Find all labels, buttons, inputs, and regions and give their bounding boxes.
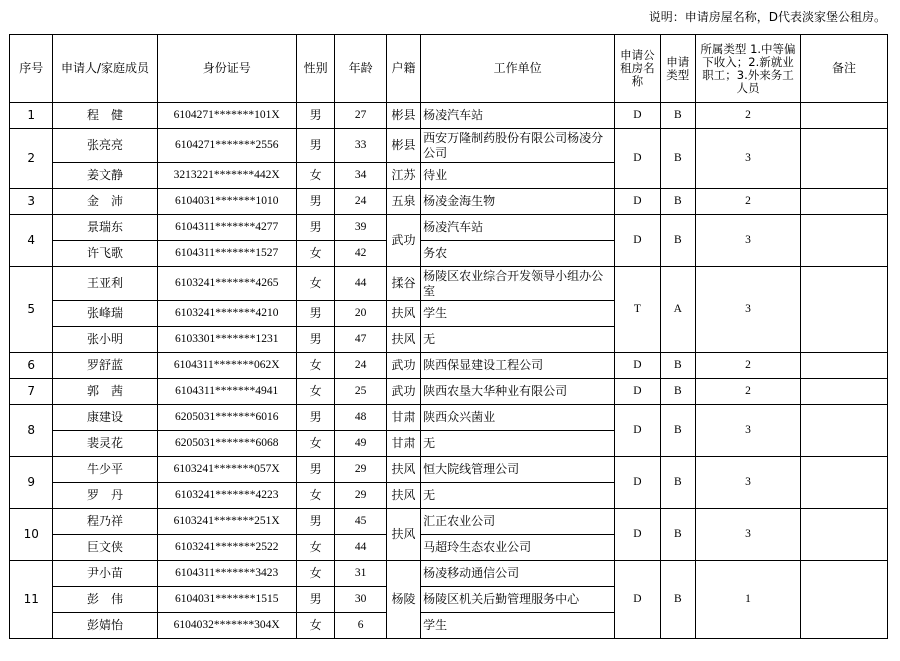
cell-id: 6103241*******057X	[157, 457, 296, 483]
cell-gender: 女	[296, 431, 334, 457]
cell-gender: 女	[296, 241, 334, 267]
cell-seq: 1	[10, 103, 53, 129]
cell-age: 24	[335, 189, 387, 215]
cell-age: 6	[335, 613, 387, 639]
cell-remark	[801, 379, 888, 405]
cell-age: 24	[335, 353, 387, 379]
cell-id: 6104271*******2556	[157, 129, 296, 163]
cell-name: 程乃祥	[53, 509, 157, 535]
cell-name: 尹小苗	[53, 561, 157, 587]
cell-id: 6103241*******4210	[157, 301, 296, 327]
cell-category: 2	[695, 353, 800, 379]
cell-name: 郭 茜	[53, 379, 157, 405]
cell-gender: 男	[296, 189, 334, 215]
cell-remark	[801, 103, 888, 129]
cell-work: 陕西保显建设工程公司	[421, 353, 615, 379]
cell-id: 6205031*******6016	[157, 405, 296, 431]
cell-work: 无	[421, 483, 615, 509]
cell-name: 王亚利	[53, 267, 157, 301]
cell-category: 2	[695, 103, 800, 129]
cell-id: 6103241*******4223	[157, 483, 296, 509]
cell-type: B	[660, 189, 695, 215]
cell-name: 张亮亮	[53, 129, 157, 163]
table-row	[10, 189, 888, 215]
cell-id: 6104311*******4277	[157, 215, 296, 241]
cell-work: 杨凌金海生物	[421, 189, 615, 215]
cell-hukou: 扶风	[386, 509, 420, 561]
cell-category: 3	[695, 457, 800, 509]
cell-hukou: 扶风	[386, 457, 420, 483]
cell-age: 30	[335, 587, 387, 613]
cell-name: 张峰瑞	[53, 301, 157, 327]
cell-age: 47	[335, 327, 387, 353]
table-row	[10, 267, 888, 301]
cell-age: 31	[335, 561, 387, 587]
cell-name: 罗 丹	[53, 483, 157, 509]
cell-name: 程 健	[53, 103, 157, 129]
header-age: 年龄	[335, 35, 387, 103]
cell-id: 6104031*******1010	[157, 189, 296, 215]
header-apply-type: 申请类型	[660, 35, 695, 103]
cell-type: B	[660, 405, 695, 457]
cell-name: 牛少平	[53, 457, 157, 483]
cell-seq: 9	[10, 457, 53, 509]
cell-age: 39	[335, 215, 387, 241]
header-hukou: 户籍	[386, 35, 420, 103]
cell-name: 姜文静	[53, 163, 157, 189]
cell-work: 杨陵区农业综合开发领导小组办公室	[421, 267, 615, 301]
cell-house: D	[615, 129, 660, 189]
cell-name: 彭 伟	[53, 587, 157, 613]
cell-category: 3	[695, 405, 800, 457]
cell-work: 务农	[421, 241, 615, 267]
cell-gender: 女	[296, 613, 334, 639]
cell-category: 3	[695, 215, 800, 267]
cell-id: 6104311*******4941	[157, 379, 296, 405]
cell-work: 陕西众兴菌业	[421, 405, 615, 431]
cell-type: A	[660, 267, 695, 353]
cell-house: D	[615, 353, 660, 379]
cell-name: 彭婧怡	[53, 613, 157, 639]
cell-age: 48	[335, 405, 387, 431]
cell-name: 巨文侠	[53, 535, 157, 561]
table-row	[10, 129, 888, 163]
cell-age: 44	[335, 267, 387, 301]
cell-hukou: 扶风	[386, 301, 420, 327]
cell-category: 3	[695, 129, 800, 189]
cell-remark	[801, 353, 888, 379]
cell-type: B	[660, 353, 695, 379]
cell-name: 许飞歌	[53, 241, 157, 267]
cell-seq: 10	[10, 509, 53, 561]
cell-id: 6103301*******1231	[157, 327, 296, 353]
cell-remark	[801, 457, 888, 509]
cell-work: 杨凌汽车站	[421, 215, 615, 241]
cell-id: 6103241*******2522	[157, 535, 296, 561]
cell-hukou: 揉谷	[386, 267, 420, 301]
cell-house: D	[615, 215, 660, 267]
header-category: 所属类型 1.中等偏下收入；2.新就业职工；3.外来务工人员	[695, 35, 800, 103]
cell-house: D	[615, 561, 660, 639]
cell-category: 2	[695, 189, 800, 215]
cell-seq: 5	[10, 267, 53, 353]
cell-gender: 男	[296, 327, 334, 353]
cell-seq: 6	[10, 353, 53, 379]
cell-gender: 男	[296, 587, 334, 613]
cell-name: 康建设	[53, 405, 157, 431]
cell-age: 29	[335, 457, 387, 483]
cell-gender: 男	[296, 129, 334, 163]
cell-house: D	[615, 103, 660, 129]
note-text: 说明：申请房屋名称，D代表淡家堡公租房。	[648, 10, 886, 24]
cell-work: 杨凌移动通信公司	[421, 561, 615, 587]
cell-work: 汇正农业公司	[421, 509, 615, 535]
cell-house: T	[615, 267, 660, 353]
cell-category: 3	[695, 267, 800, 353]
cell-remark	[801, 509, 888, 561]
cell-type: B	[660, 103, 695, 129]
cell-gender: 男	[296, 509, 334, 535]
table-row	[10, 509, 888, 535]
table-row	[10, 379, 888, 405]
cell-id: 6104311*******3423	[157, 561, 296, 587]
cell-id: 6104271*******101X	[157, 103, 296, 129]
cell-remark	[801, 267, 888, 353]
cell-hukou: 武功	[386, 353, 420, 379]
cell-age: 20	[335, 301, 387, 327]
cell-house: D	[615, 457, 660, 509]
cell-age: 34	[335, 163, 387, 189]
cell-work: 杨陵区机关后勤管理服务中心	[421, 587, 615, 613]
cell-name: 张小明	[53, 327, 157, 353]
cell-gender: 女	[296, 379, 334, 405]
cell-age: 29	[335, 483, 387, 509]
cell-work: 待业	[421, 163, 615, 189]
cell-work: 恒大院线管理公司	[421, 457, 615, 483]
cell-work: 学生	[421, 301, 615, 327]
cell-id: 6205031*******6068	[157, 431, 296, 457]
cell-hukou: 甘肃	[386, 431, 420, 457]
cell-remark	[801, 561, 888, 639]
cell-hukou: 扶风	[386, 327, 420, 353]
cell-house: D	[615, 509, 660, 561]
cell-name: 罗舒蓝	[53, 353, 157, 379]
header-row	[10, 35, 888, 103]
cell-house: D	[615, 405, 660, 457]
cell-gender: 男	[296, 405, 334, 431]
cell-gender: 女	[296, 561, 334, 587]
cell-gender: 男	[296, 301, 334, 327]
table-row	[10, 561, 888, 587]
cell-hukou: 武功	[386, 379, 420, 405]
cell-category: 1	[695, 561, 800, 639]
table-row	[10, 215, 888, 241]
cell-id: 6104311*******062X	[157, 353, 296, 379]
cell-hukou: 武功	[386, 215, 420, 267]
cell-id: 6104032*******304X	[157, 613, 296, 639]
cell-age: 45	[335, 509, 387, 535]
table-row	[10, 405, 888, 431]
header-gender: 性别	[296, 35, 334, 103]
cell-id: 6103241*******251X	[157, 509, 296, 535]
cell-type: B	[660, 215, 695, 267]
cell-type: B	[660, 457, 695, 509]
cell-age: 49	[335, 431, 387, 457]
cell-name: 裴灵花	[53, 431, 157, 457]
cell-age: 27	[335, 103, 387, 129]
cell-work: 学生	[421, 613, 615, 639]
header-house: 申请公租房名称	[615, 35, 660, 103]
cell-age: 44	[335, 535, 387, 561]
cell-seq: 4	[10, 215, 53, 267]
cell-hukou: 江苏	[386, 163, 420, 189]
cell-gender: 男	[296, 215, 334, 241]
cell-hukou: 彬县	[386, 103, 420, 129]
cell-work: 陕西农垦大华种业有限公司	[421, 379, 615, 405]
table-row	[10, 103, 888, 129]
cell-remark	[801, 215, 888, 267]
header-work: 工作单位	[421, 35, 615, 103]
cell-gender: 女	[296, 267, 334, 301]
cell-hukou: 甘肃	[386, 405, 420, 431]
cell-id: 6104031*******1515	[157, 587, 296, 613]
cell-seq: 2	[10, 129, 53, 189]
cell-type: B	[660, 129, 695, 189]
cell-gender: 男	[296, 457, 334, 483]
cell-gender: 男	[296, 103, 334, 129]
cell-name: 景瑞东	[53, 215, 157, 241]
cell-remark	[801, 189, 888, 215]
cell-house: D	[615, 379, 660, 405]
cell-gender: 女	[296, 535, 334, 561]
cell-age: 42	[335, 241, 387, 267]
cell-id: 3213221*******442X	[157, 163, 296, 189]
applicant-table	[9, 34, 888, 639]
cell-gender: 女	[296, 353, 334, 379]
cell-hukou: 扶风	[386, 483, 420, 509]
cell-seq: 11	[10, 561, 53, 639]
cell-name: 金 沛	[53, 189, 157, 215]
cell-seq: 7	[10, 379, 53, 405]
cell-work: 无	[421, 327, 615, 353]
table-row	[10, 353, 888, 379]
cell-gender: 女	[296, 483, 334, 509]
cell-age: 25	[335, 379, 387, 405]
cell-category: 2	[695, 379, 800, 405]
cell-remark	[801, 405, 888, 457]
cell-work: 马超玲生态农业公司	[421, 535, 615, 561]
cell-age: 33	[335, 129, 387, 163]
header-remark: 备注	[801, 35, 888, 103]
cell-seq: 3	[10, 189, 53, 215]
header-applicant: 申请人/家庭成员	[53, 35, 157, 103]
cell-seq: 8	[10, 405, 53, 457]
table-row	[10, 457, 888, 483]
cell-remark	[801, 129, 888, 189]
cell-gender: 女	[296, 163, 334, 189]
cell-house: D	[615, 189, 660, 215]
cell-work: 西安万隆制药股份有限公司杨凌分公司	[421, 129, 615, 163]
cell-id: 6103241*******4265	[157, 267, 296, 301]
cell-category: 3	[695, 509, 800, 561]
cell-type: B	[660, 561, 695, 639]
cell-work: 无	[421, 431, 615, 457]
cell-type: B	[660, 379, 695, 405]
cell-hukou: 彬县	[386, 129, 420, 163]
header-seq: 序号	[10, 35, 53, 103]
cell-hukou: 五泉	[386, 189, 420, 215]
cell-hukou: 杨陵	[386, 561, 420, 639]
cell-type: B	[660, 509, 695, 561]
header-id: 身份证号	[157, 35, 296, 103]
cell-work: 杨凌汽车站	[421, 103, 615, 129]
cell-id: 6104311*******1527	[157, 241, 296, 267]
